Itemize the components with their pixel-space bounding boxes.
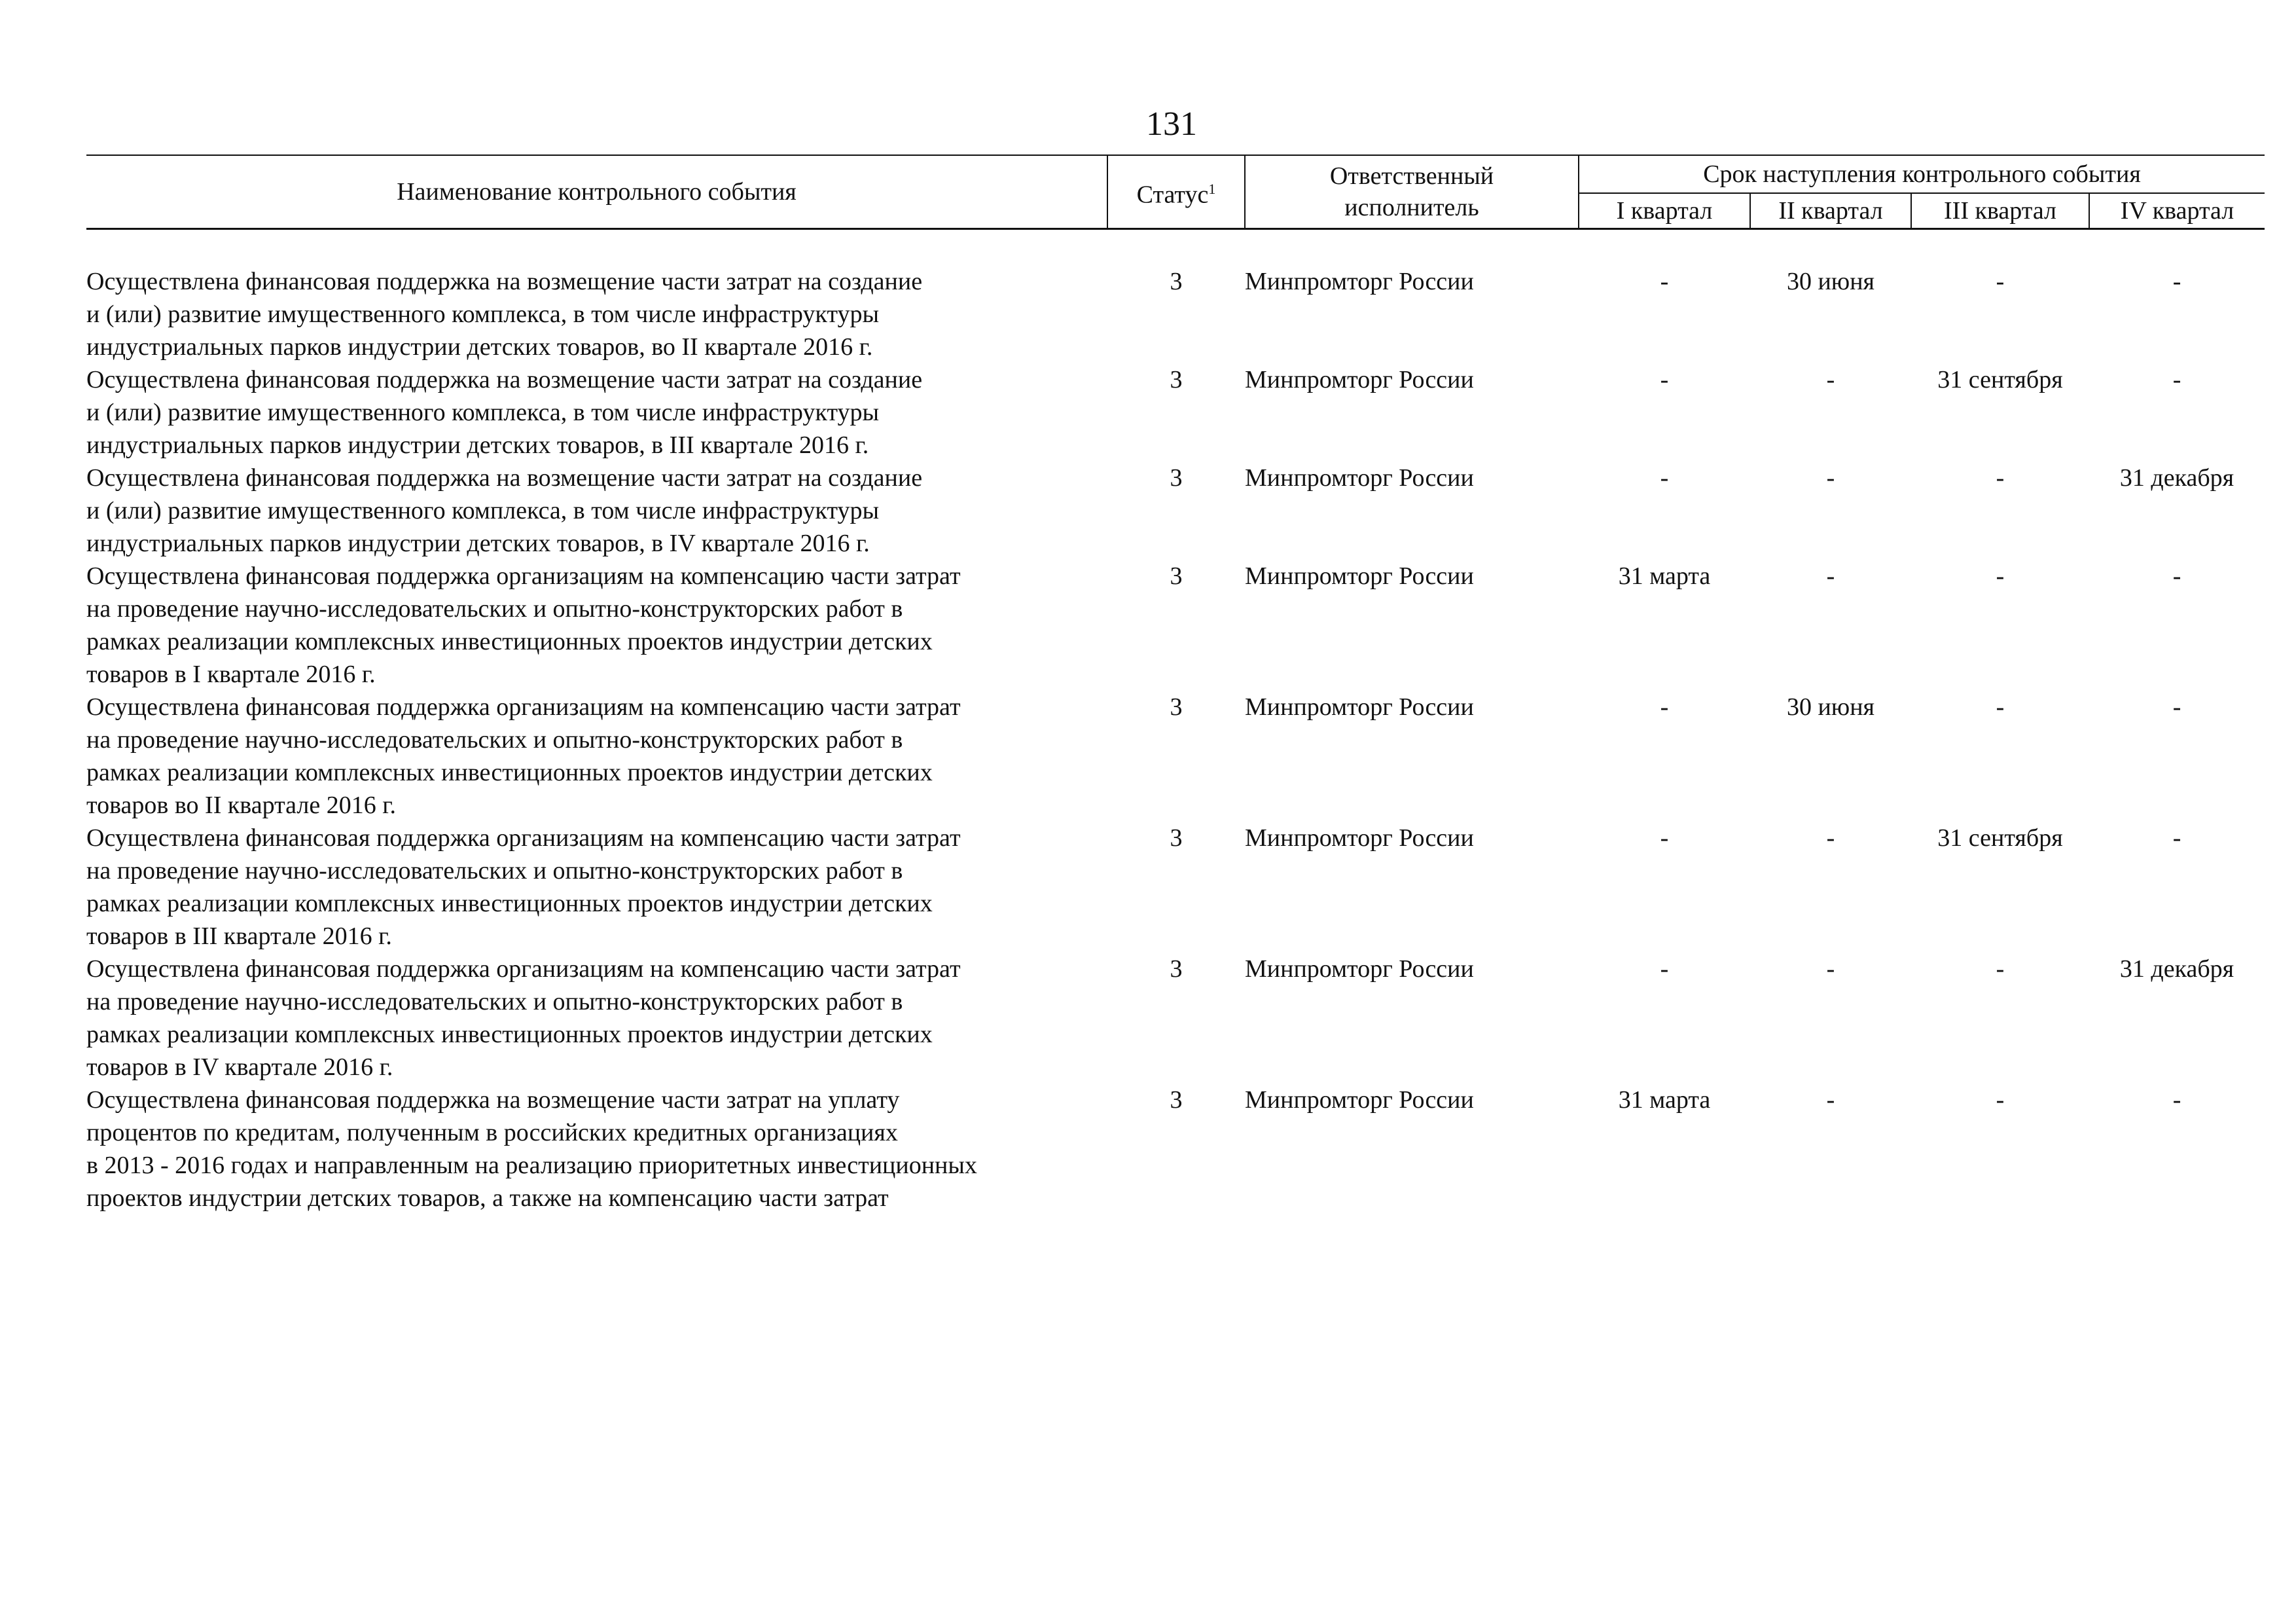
event-status: 3 xyxy=(1170,955,1183,983)
event-executor: Минпромторг России xyxy=(1245,693,1474,721)
event-name-line: на проведение научно-исследовательских и опытно-конструкторских работ в xyxy=(86,988,903,1015)
event-name-line: Осуществлена финансовая поддержка организациям на компенсацию части затрат xyxy=(86,562,961,590)
event-name-line: в 2013 - 2016 годах и направленным на реализацию приоритетных инвестиционных xyxy=(86,1152,977,1179)
event-name xyxy=(86,822,1107,953)
event-name-line: проектов индустрии детских товаров, а также на компенсацию части затрат xyxy=(86,1184,889,1212)
header-executor-line2: исполнитель xyxy=(1344,194,1479,221)
table-row xyxy=(86,229,2265,364)
event-q4: 31 декабря xyxy=(2119,955,2234,983)
event-executor: Минпромторг России xyxy=(1245,1086,1474,1114)
event-q4: - xyxy=(2172,562,2181,590)
event-name-line: товаров в III квартале 2016 г. xyxy=(86,922,392,950)
event-name-line: Осуществлена финансовая поддержка организациям на компенсацию части затрат xyxy=(86,824,961,852)
event-q2: - xyxy=(1826,824,1835,852)
event-executor: Минпромторг России xyxy=(1245,824,1474,852)
event-executor: Минпромторг России xyxy=(1245,268,1474,295)
event-name-line: товаров во II квартале 2016 г. xyxy=(86,792,397,819)
header-name: Наименование контрольного события xyxy=(397,178,797,206)
header-deadline-group: Срок наступления контрольного события xyxy=(1579,155,2265,193)
event-name-line: Осуществлена финансовая поддержка организациям на компенсацию части затрат xyxy=(86,955,961,983)
table-row xyxy=(86,691,2265,822)
event-q1: - xyxy=(1660,693,1669,721)
header-q3: III квартал xyxy=(1911,193,2089,229)
event-name-line: рамках реализации комплексных инвестиционных проектов индустрии детских xyxy=(86,890,933,917)
event-name xyxy=(86,953,1107,1084)
event-q3: 31 сентября xyxy=(1937,366,2063,393)
event-name-line: Осуществлена финансовая поддержка на возмещение части затрат на создание xyxy=(86,464,923,492)
event-name-line: индустриальных парков индустрии детских товаров, во II квартале 2016 г. xyxy=(86,333,873,361)
event-q1: - xyxy=(1660,824,1669,852)
event-name-line: индустриальных парков индустрии детских товаров, в III квартале 2016 г. xyxy=(86,431,869,459)
event-executor: Минпромторг России xyxy=(1245,955,1474,983)
event-q2: - xyxy=(1826,562,1835,590)
event-executor: Минпромторг России xyxy=(1245,366,1474,393)
event-q1: - xyxy=(1660,955,1669,983)
event-status: 3 xyxy=(1170,268,1183,295)
event-name-line: индустриальных парков индустрии детских товаров, в IV квартале 2016 г. xyxy=(86,530,870,557)
event-q4: - xyxy=(2172,1086,2181,1114)
event-q4: - xyxy=(2172,268,2181,295)
table-row xyxy=(86,1084,2265,1214)
table-row xyxy=(86,560,2265,691)
table-row xyxy=(86,363,2265,462)
event-q1: - xyxy=(1660,464,1669,492)
header-q2: II квартал xyxy=(1750,193,1911,229)
event-name xyxy=(86,1084,1107,1214)
event-q2: 30 июня xyxy=(1786,268,1875,295)
event-q4: 31 декабря xyxy=(2119,464,2234,492)
event-name-line: и (или) развитие имущественного комплекса, в том числе инфраструктуры xyxy=(86,301,880,328)
event-q3: - xyxy=(1996,464,2005,492)
table-header xyxy=(86,155,2265,229)
header-executor xyxy=(1245,155,1579,229)
page-number: 131 xyxy=(1146,105,1197,143)
table-row xyxy=(86,953,2265,1084)
event-q3: - xyxy=(1996,955,2005,983)
event-name-line: и (или) развитие имущественного комплекса, в том числе инфраструктуры xyxy=(86,497,880,524)
event-q2: - xyxy=(1826,955,1835,983)
event-name-line: на проведение научно-исследовательских и опытно-конструкторских работ в xyxy=(86,857,903,884)
status-footnote-mark: 1 xyxy=(1208,180,1216,197)
event-status: 3 xyxy=(1170,1086,1183,1114)
event-q1: 31 марта xyxy=(1618,562,1711,590)
event-name-line: рамках реализации комплексных инвестиционных проектов индустрии детских xyxy=(86,759,933,786)
event-q2: - xyxy=(1826,1086,1835,1114)
header-status-label: Статус xyxy=(1136,181,1209,209)
event-executor: Минпромторг России xyxy=(1245,562,1474,590)
table-body xyxy=(86,229,2265,1215)
event-name-line: Осуществлена финансовая поддержка на возмещение части затрат на создание xyxy=(86,366,923,393)
event-name xyxy=(86,691,1107,822)
event-executor: Минпромторг России xyxy=(1245,464,1474,492)
event-q1: - xyxy=(1660,366,1669,393)
event-name xyxy=(86,560,1107,691)
event-q3: - xyxy=(1996,693,2005,721)
event-q1: - xyxy=(1660,268,1669,295)
table-row xyxy=(86,462,2265,560)
event-name-line: товаров в I квартале 2016 г. xyxy=(86,661,376,688)
event-q3: - xyxy=(1996,268,2005,295)
event-name-line: товаров в IV квартале 2016 г. xyxy=(86,1053,393,1081)
event-q2: - xyxy=(1826,464,1835,492)
event-name xyxy=(86,462,1107,560)
event-name-line: Осуществлена финансовая поддержка на возмещение части затрат на создание xyxy=(86,268,923,295)
event-name-line: на проведение научно-исследовательских и опытно-конструкторских работ в xyxy=(86,726,903,754)
event-status: 3 xyxy=(1170,366,1183,393)
event-q2: - xyxy=(1826,366,1835,393)
event-name-line: на проведение научно-исследовательских и опытно-конструкторских работ в xyxy=(86,595,903,623)
event-q3: - xyxy=(1996,562,2005,590)
control-events-table xyxy=(86,155,2265,1214)
event-q4: - xyxy=(2172,693,2181,721)
event-name xyxy=(86,363,1107,462)
event-q4: - xyxy=(2172,366,2181,393)
event-status: 3 xyxy=(1170,824,1183,852)
table-row xyxy=(86,822,2265,953)
event-name-line: процентов по кредитам, полученным в российских кредитных организациях xyxy=(86,1119,898,1146)
event-name-line: рамках реализации комплексных инвестиционных проектов индустрии детских xyxy=(86,1021,933,1048)
event-name-line: рамках реализации комплексных инвестиционных проектов индустрии детских xyxy=(86,628,933,655)
event-status: 3 xyxy=(1170,464,1183,492)
header-q1: I квартал xyxy=(1579,193,1750,229)
event-status: 3 xyxy=(1170,562,1183,590)
header-q4: IV квартал xyxy=(2089,193,2265,229)
event-name xyxy=(86,229,1107,364)
event-name-line: и (или) развитие имущественного комплекса, в том числе инфраструктуры xyxy=(86,399,880,426)
event-q3: 31 сентября xyxy=(1937,824,2063,852)
event-status: 3 xyxy=(1170,693,1183,721)
event-q1: 31 марта xyxy=(1618,1086,1711,1114)
header-executor-line1: Ответственный xyxy=(1329,162,1494,190)
event-q4: - xyxy=(2172,824,2181,852)
event-name-line: Осуществлена финансовая поддержка организациям на компенсацию части затрат xyxy=(86,693,961,721)
header-status xyxy=(1107,155,1245,229)
event-name-line: Осуществлена финансовая поддержка на возмещение части затрат на уплату xyxy=(86,1086,900,1114)
event-q2: 30 июня xyxy=(1786,693,1875,721)
event-q3: - xyxy=(1996,1086,2005,1114)
